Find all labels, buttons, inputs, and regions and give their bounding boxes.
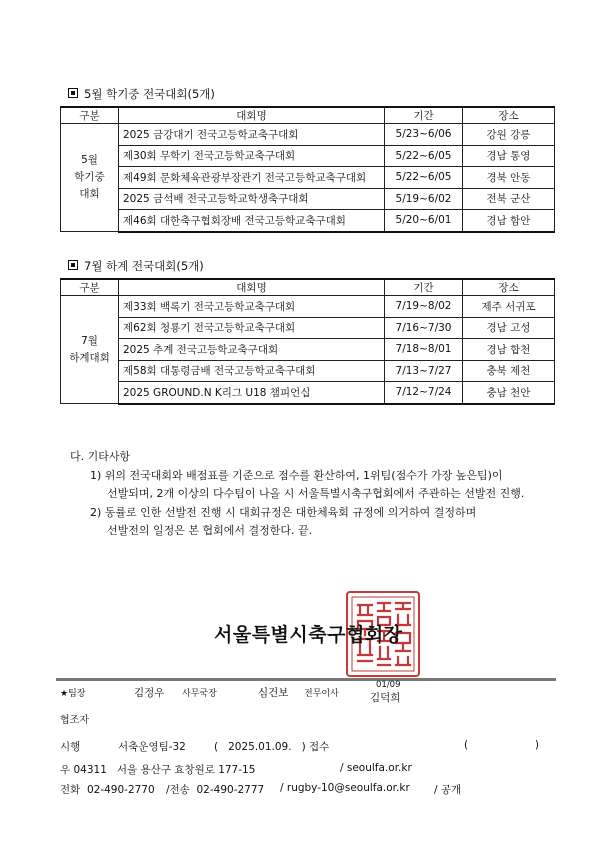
note-item-1-line-2: 선발되며, 2개 이상의 다수팀이 나올 시 서울특별시축구협회에서 주관하는 선발전 진행. xyxy=(107,487,525,500)
tournament-period: 5/22~6/05 xyxy=(385,145,463,167)
section1-title: 5월 학기중 전국대회(5개) xyxy=(68,86,215,102)
group-label: 5월 학기중 대회 xyxy=(61,124,119,232)
tournament-period: 5/19~6/02 xyxy=(385,188,463,210)
fax: /전송 02-490-2777 xyxy=(166,784,265,796)
header-name: 대회명 xyxy=(119,279,385,296)
tournament-place: 충북 제천 xyxy=(463,360,555,382)
tournament-place: 경남 함안 xyxy=(463,210,555,232)
table-header-row xyxy=(61,279,555,296)
table-row xyxy=(61,296,555,318)
tournament-name: 제33회 백록기 전국고등학교축구대회 xyxy=(119,296,385,318)
header-category: 구분 xyxy=(61,279,119,296)
tournament-place: 제주 서귀포 xyxy=(463,296,555,318)
note-item-2-line-2: 선발전의 일정은 본 협회에서 결정한다. 끝. xyxy=(107,524,313,537)
tournament-place: 경북 안동 xyxy=(463,167,555,189)
enforce-number: 서축운영팀-32 xyxy=(118,741,186,753)
header-period: 기간 xyxy=(385,279,463,296)
disclosure-status: / 공개 xyxy=(434,784,462,796)
approver-name-2: 심건보 xyxy=(258,687,289,699)
approver-role-3: 전무이사 xyxy=(304,689,339,699)
table-row xyxy=(61,360,555,382)
schedule-table-may xyxy=(60,106,555,233)
tournament-name: 2025 금강대기 전국고등학교축구대회 xyxy=(119,124,385,146)
table-row xyxy=(61,210,555,232)
cooperator-label: 협조자 xyxy=(60,715,89,726)
drafter-role: ★팀장 xyxy=(60,689,86,699)
tournament-place: 경남 합천 xyxy=(463,339,555,361)
notes-heading: 다. 기타사항 xyxy=(70,450,131,463)
enforce-label: 시행 xyxy=(60,741,81,753)
tournament-period: 5/22~6/05 xyxy=(385,167,463,189)
tournament-place: 경남 고성 xyxy=(463,317,555,339)
organization-signature: 서울특별시축구협회장 xyxy=(214,624,403,646)
tournament-period: 7/19~8/02 xyxy=(385,296,463,318)
table-row xyxy=(61,317,555,339)
approver-role-2: 사무국장 xyxy=(182,689,217,699)
table-row xyxy=(61,382,555,404)
tournament-name: 제49회 문화체육관광부장관기 전국고등학교축구대회 xyxy=(119,167,385,189)
schedule-table-july xyxy=(60,278,555,405)
group-label: 7월 하계대회 xyxy=(61,296,119,404)
header-category: 구분 xyxy=(61,107,119,124)
website-link[interactable]: / seoulfa.or.kr xyxy=(340,762,412,774)
table-row xyxy=(61,167,555,189)
notes-section xyxy=(70,448,570,541)
tournament-name: 2025 금석배 전국고등학교학생축구대회 xyxy=(119,188,385,210)
header-name: 대회명 xyxy=(119,107,385,124)
tournament-period: 7/13~7/27 xyxy=(385,360,463,382)
tournament-period: 5/23~6/06 xyxy=(385,124,463,146)
tournament-name: 2025 GROUND.N K리그 U18 챔피언십 xyxy=(119,382,385,404)
header-place: 장소 xyxy=(463,107,555,124)
section2-title: 7월 하계 전국대회(5개) xyxy=(68,258,204,274)
note-item-2-line-1: 2) 동률로 인한 선발전 진행 시 대회규정은 대한체육회 규정에 의거하여 결정하며 xyxy=(90,505,477,519)
tournament-period: 7/18~8/01 xyxy=(385,339,463,361)
approver-date-3: 01/09 xyxy=(376,680,401,690)
approver-name-3: 김덕희 xyxy=(370,692,401,704)
table-row xyxy=(61,188,555,210)
tournament-place: 충남 천안 xyxy=(463,382,555,404)
table-row xyxy=(61,339,555,361)
table-header-row xyxy=(61,107,555,124)
table-row xyxy=(61,145,555,167)
tournament-name: 제46회 대한축구협회장배 전국고등학교축구대회 xyxy=(119,210,385,232)
tournament-place: 경남 통영 xyxy=(463,145,555,167)
tournament-period: 5/20~6/01 xyxy=(385,210,463,232)
tournament-name: 제62회 청룡기 전국고등학교축구대회 xyxy=(119,317,385,339)
divider xyxy=(56,678,556,681)
address: 우 04311 서울 용산구 효창원로 177-15 xyxy=(60,764,256,776)
enforce-date: ( 2025.01.09. ) 접수 xyxy=(214,741,330,753)
tournament-name: 제30회 무학기 전국고등학교축구대회 xyxy=(119,145,385,167)
tournament-period: 7/12~7/24 xyxy=(385,382,463,404)
header-period: 기간 xyxy=(385,107,463,124)
phone: 전화 02-490-2770 xyxy=(60,784,155,796)
drafter-name: 김정우 xyxy=(134,687,165,699)
square-bullet-icon xyxy=(68,88,78,98)
header-place: 장소 xyxy=(463,279,555,296)
tournament-place: 전북 군산 xyxy=(463,188,555,210)
note-item-1-line-1: 1) 위의 전국대회와 배점표를 기준으로 점수를 환산하여, 1위팀(점수가 가장 높은팀)이 xyxy=(90,468,503,482)
square-bullet-icon xyxy=(68,260,78,270)
tournament-name: 2025 추계 전국고등학교축구대회 xyxy=(119,339,385,361)
table-row xyxy=(61,124,555,146)
tournament-place: 강원 강릉 xyxy=(463,124,555,146)
tournament-name: 제58회 대통령금배 전국고등학교축구대회 xyxy=(119,360,385,382)
tournament-period: 7/16~7/30 xyxy=(385,317,463,339)
email-link[interactable]: / rugby-10@seoulfa.or.kr xyxy=(280,782,410,794)
receipt-field: ( ) xyxy=(464,739,539,751)
